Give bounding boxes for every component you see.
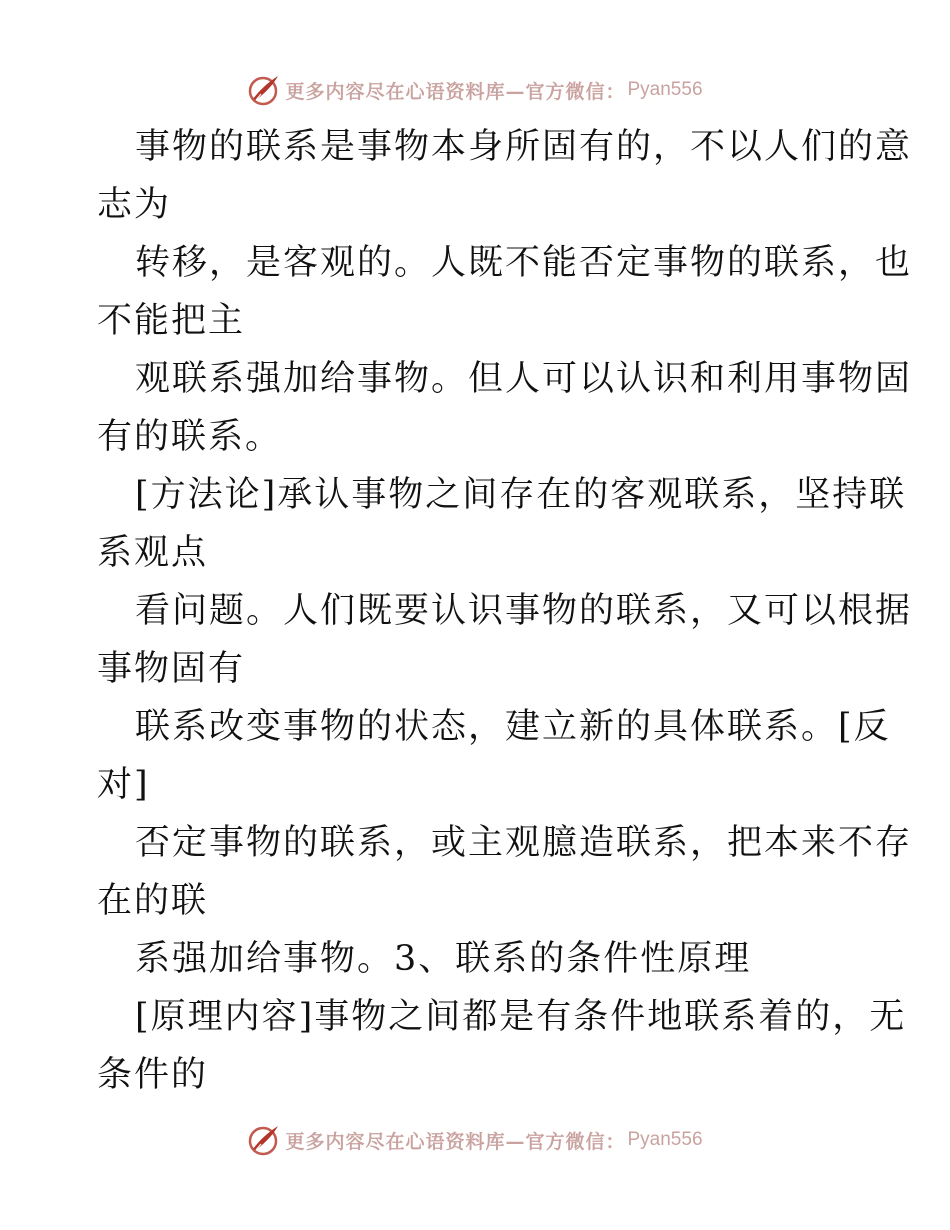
banner-wechat-id: Pyan556 xyxy=(627,1129,703,1150)
feather-pen-logo-icon xyxy=(247,73,281,107)
paragraph-line-wrap: 不能把主 xyxy=(97,301,246,341)
paragraph-line: 转移，是客观的。人既不能否定事物的联系，也 xyxy=(135,243,913,283)
paragraph-line-wrap: 事物固有 xyxy=(97,649,246,689)
paragraph-line: 否定事物的联系，或主观臆造联系，把本来不存 xyxy=(135,823,913,863)
paragraph xyxy=(97,350,913,466)
paragraph xyxy=(97,930,857,988)
paragraph-line-wrap: 系观点 xyxy=(97,533,209,573)
paragraph-line: 观联系强加给事物。但人可以认识和利用事物固 xyxy=(135,359,913,399)
paragraph xyxy=(97,118,913,234)
paragraph-line: [原理内容]事物之间都是有条件地联系着的，无 xyxy=(135,997,907,1037)
paragraph xyxy=(97,582,913,698)
paragraph xyxy=(97,988,907,1104)
footer-banner xyxy=(0,1120,950,1160)
paragraph-line-wrap: 在的联 xyxy=(97,881,209,921)
paragraph-line: 系强加给事物。3、联系的条件性原理 xyxy=(135,939,752,979)
banner-text: 更多内容尽在心语资料库—官方微信： xyxy=(285,80,626,103)
paragraph-line-wrap: 条件的 xyxy=(97,1055,209,1095)
header-banner xyxy=(0,70,950,110)
banner-wechat-id: Pyan556 xyxy=(627,79,703,100)
banner-text: 更多内容尽在心语资料库—官方微信： xyxy=(285,1130,626,1153)
paragraph-line-wrap: 志为 xyxy=(97,185,172,225)
paragraph xyxy=(97,234,913,350)
paragraph xyxy=(97,698,891,814)
paragraph-line-wrap: 有的联系。 xyxy=(97,417,283,457)
feather-pen-logo-icon xyxy=(247,1123,281,1157)
paragraph-line: [方法论]承认事物之间存在的客观联系，坚持联 xyxy=(135,475,907,515)
paragraph-line: 看问题。人们既要认识事物的联系，又可以根据 xyxy=(135,591,913,631)
paragraph xyxy=(97,466,907,582)
paragraph xyxy=(97,814,913,930)
paragraph-line: 联系改变事物的状态，建立新的具体联系。[反 xyxy=(135,707,891,747)
paragraph-line: 事物的联系是事物本身所固有的，不以人们的意 xyxy=(135,127,913,167)
paragraph-line-wrap: 对] xyxy=(97,765,150,805)
document-body xyxy=(97,118,913,1104)
